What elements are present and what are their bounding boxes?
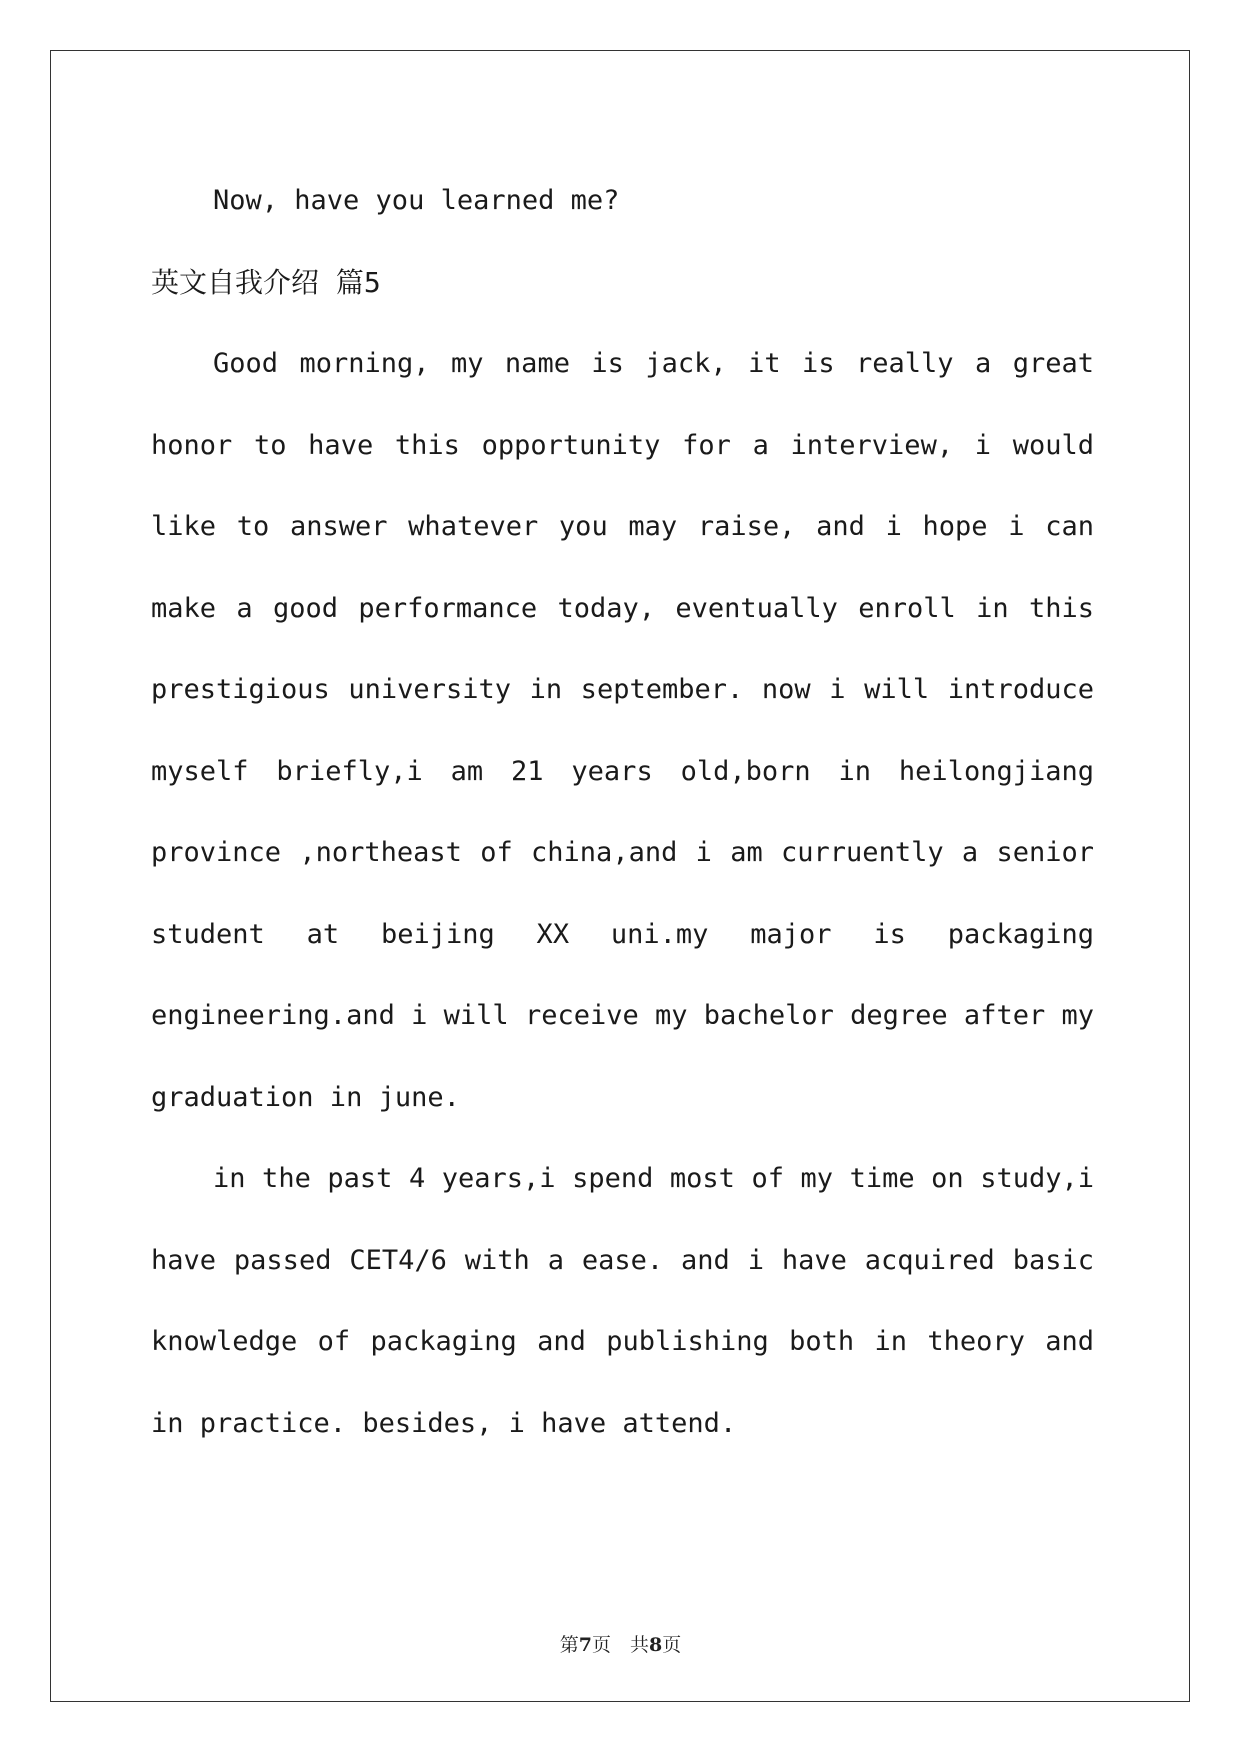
footer-suffix: 页 [662,1634,682,1656]
footer-current-page: 7 [578,1634,592,1656]
page-footer [0,1630,1241,1657]
paragraph-study-history: in the past 4 years,i spend most of my time on study,i have passed CET4/6 with a ease. and i have acquired basic knowledge of packaging and publishing both in theory and in practice. besides, i have attend. [151,1163,1094,1439]
document-body [151,160,1094,1464]
paragraph-closing-question: Now, have you learned me? [213,185,620,216]
paragraph-introduction: Good morning, my name is jack, it is really a great honor to have this opportunity for a interview, i would like to answer whatever you may raise, and i hope i can make a good performance today, eventually enroll in this prestigious university in september. now i will introduce myself briefly,i am 21 years old,born in heilongjiang province ,northeast of china,and i am curruently a senior student at beijing XX uni.my major is packaging engineering.and i will receive my bachelor degree after my graduation in june. [151,348,1094,1113]
footer-total-pages: 8 [649,1634,663,1656]
section-heading: 英文自我介绍 篇5 [151,265,381,299]
footer-prefix: 第 [559,1634,579,1656]
footer-mid: 页 共 [591,1634,649,1656]
